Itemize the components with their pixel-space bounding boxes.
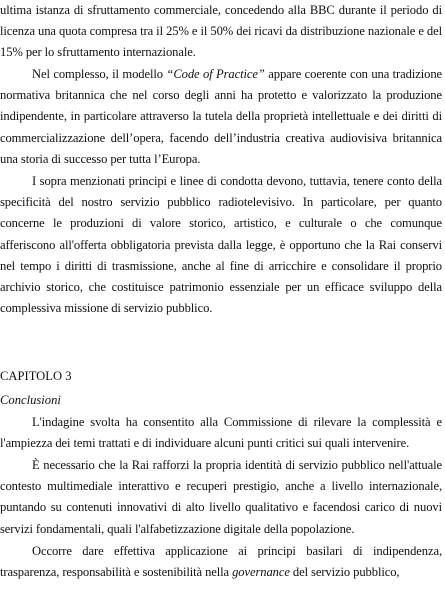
paragraph-survey-findings [0, 412, 442, 454]
paragraph-text: appare coerente con una tradizione normativa britannica che nel corso degli anni ha protetto e valorizzato la produzione indipendente, in particolare attraverso la tutela della proprietà intellettuale e dei diritti di commercializzazione dell’opera, facendo dell’industria creativa audiovisiva britannica una storia di successo per tutta l’Europa. [0, 67, 443, 166]
chapter-title: Conclusioni [0, 393, 61, 407]
emphasis-governance: governance [232, 565, 290, 580]
paragraph-governance-principles [0, 541, 442, 583]
paragraph-text: È necessario che la Rai rafforzi la propria identità di servizio pubblico nell'attuale contesto multimediale interattivo e recuperi prestigio, anche a livello internazionale, puntando su contenuti innovativi di alto livello qualitativo e facendosi carico di nuovi servizi fondamentali, quali l'alfabetizzazione digitale della popolazione. [0, 458, 442, 536]
paragraph-text: ultima istanza di sfruttamento commerciale, concedendo alla BBC durante il periodo di licenza una quota compresa tra il 25% e il 50% dei ricavi da distribuzione nazionale e del 15% per lo sfruttamento internazionale. [0, 3, 442, 60]
paragraph-licensing-terms [0, 0, 442, 64]
paragraph-code-of-practice [0, 64, 442, 170]
paragraph-text: del servizio pubblico, [289, 565, 400, 580]
chapter-heading: CAPITOLO 3 [0, 369, 72, 383]
paragraph-text: L'indagine svolta ha consentito alla Commissione di rilevare la complessità e l'ampiezza dei temi trattati e di individuare alcuni punti critici sui quali intervenire. [0, 415, 442, 451]
emphasis-code-of-practice: “Code of Practice” [166, 67, 265, 81]
paragraph-rai-identity [0, 455, 442, 540]
paragraph-text: I sopra menzionati principi e linee di condotta devono, tuttavia, tenere conto della specificità del nostro servizio pubblico radiotelevisivo. In particolare, per quanto concerne le produzioni di valore storico, artistico, e culturale o che comunque afferiscono all'offerta obbligatoria prevista dalla legge, è opportuno che la Rai conservi nel tempo i diritti di trasmissione, anche al fine di arricchire e consolidare il proprio archivio storico, che costituisce patrimonio essenziale per un efficace sviluppo della complessiva missione di servizio pubblico. [0, 174, 442, 316]
paragraph-text: Nel complesso, il modello [32, 67, 167, 81]
paragraph-public-service-specificity [0, 171, 442, 319]
paragraph-text: Occorre dare effettiva applicazione ai principi basilari di indipendenza, trasparenza, responsabilità e sostenibilità nella [0, 544, 442, 580]
